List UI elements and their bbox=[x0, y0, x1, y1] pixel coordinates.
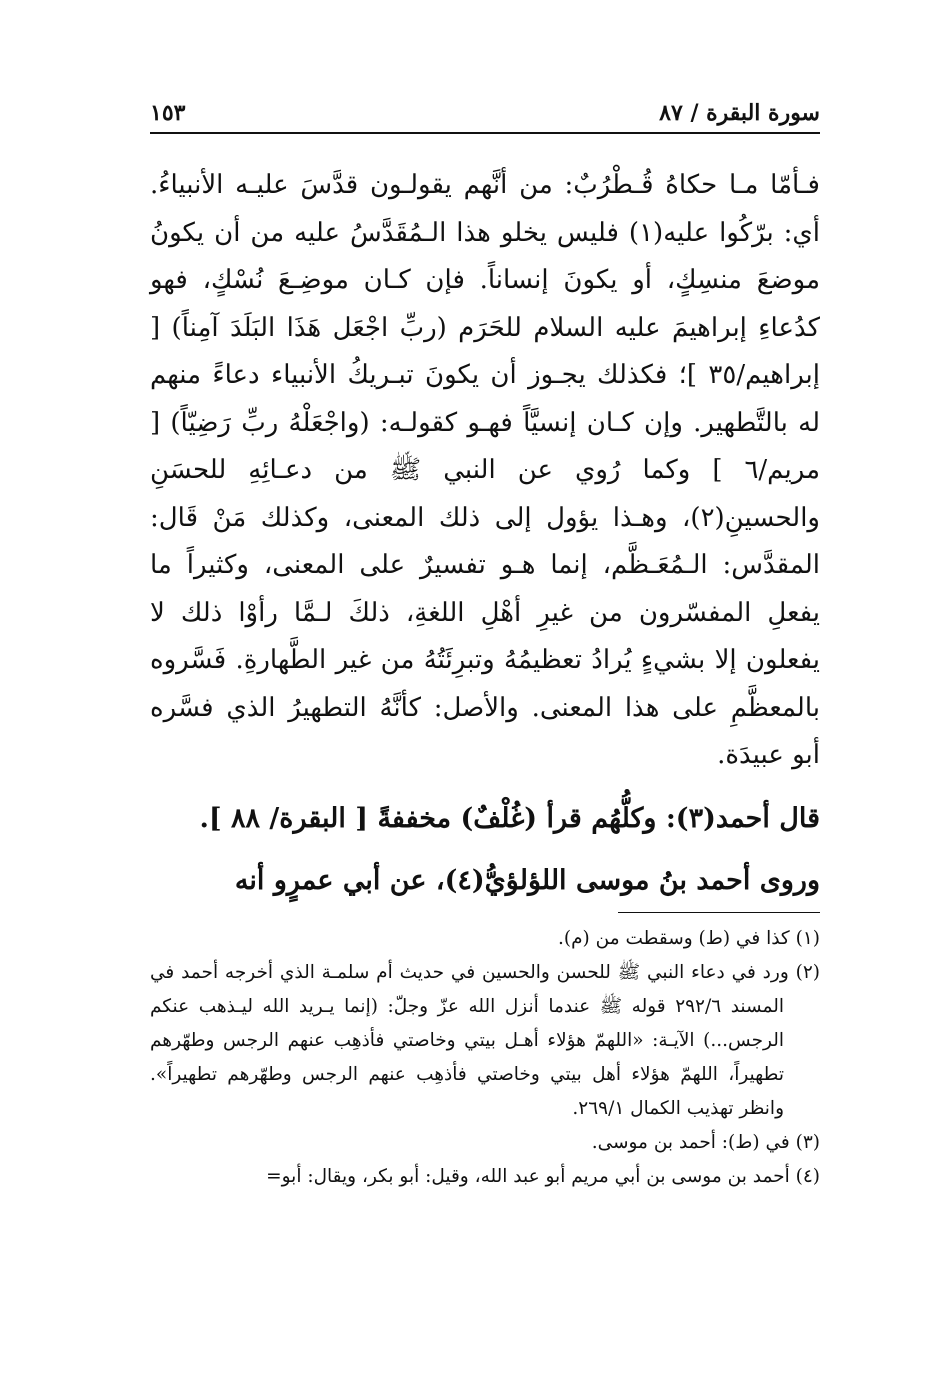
page-header bbox=[150, 92, 820, 134]
surah-reference: سورة البقرة / ٨٧ bbox=[659, 100, 820, 126]
footnote-4: (٤) أحمد بن موسى بن أبي مريم أبو عبد الله، وقيل: أبو بكر، ويقال: أبو= bbox=[266, 1166, 820, 1187]
footnote-3: (٣) في (ط): أحمد بن موسى. bbox=[591, 1132, 820, 1153]
footnotes bbox=[150, 922, 820, 1194]
footnote-1: (١) كذا في (ط) وسقطت من (م). bbox=[557, 928, 820, 949]
footnote-2: (٢) ورد في دعاء النبي ﷺ للحسن والحسين في حديث أم سلمـة الذي أخرجه أحمد في المسند ٢٩٢/٦ قوله ﷺ عندما أنزل الله عزّ وجلّ: (إنما يـريد الله ليـذهب عنكم الرجس...) الآيـة: «اللهمّ هؤلاء أهـل بيتي وخاصتي فأذهِب عنهم الرجس وطهّرهم تطهيراً، اللهمّ هؤلاء أهل بيتي وخاصتي فأذهِب عنهم الرجس وطهّرهم تطهيراً». وانظر تهذيب الكمال ٢٦٩/١. bbox=[150, 962, 820, 1119]
main-paragraph: فـأمّا مـا حكاهُ قُـطْرُبٌ: من أنَّهم يقولـون قدَّسَ عليـه الأنبياءُ. أي: برّكُوا عليه(١) فليس يخلو هذا الـمُقَدَّسُ عليه من أن يكونُ موضعَ منسِكٍ، أو يكونَ إنساناً. فإن كـان موضِـعَ نُسْكٍ، فهو كدُعاءِ إبراهيمَ عليه السلام للحَرَم (ربِّ اجْعَل هَذَا البَلَدَ آمِناً) [ إبراهيم/٣٥ ]؛ فكذلك يجـوز أن يكونَ تبـريكُ الأنبياء دعاءً منهم له بالتَّطهير. وإن كـان إنسيَّاً فهـو كقولـه: (واجْعَلْهُ ربِّ رَضِيّاً) [ مريم/٦ ] وكما رُوي عن النبي ﷺ من دعـائِهِ للحسَنِ والحسينِ(٢)، وهـذا يؤول إلى ذلك المعنى، وكذلك مَنْ قَال: المقدَّس: الـمُعَـظَّم، إنما هـو تفسيرٌ على المعنى، وكثيراً ما يفعلِ المفسّرون من غيرِ أهْلِ اللغةِ، ذلكَ لـمَّا رأوْا ذلك لا يفعلون إلا بشيءٍ يُرادُ تعظيمُهُ وتبرِئَتُهُ من غير الطَّهارةِ. فَسَّروه بالمعظَّمِ على هذا المعنى. والأصل: كأنَّهُ التطهيرُ الذي فسَّره أبو عبيدَة. bbox=[150, 170, 821, 770]
main-text bbox=[150, 162, 820, 780]
bold-line-1: قال أحمد(٣): وكلُّهُم قرأ (غُلْفٌ) مخففةً [ البقرة/ ٨٨ ]. bbox=[199, 803, 820, 834]
footnote-separator bbox=[618, 912, 820, 913]
bold-text-block bbox=[150, 788, 820, 912]
page-number: ١٥٣ bbox=[150, 100, 186, 126]
bold-line-2: وروى أحمد بنُ موسى اللؤلؤيُّ(٤)، عن أبي عمرٍو أنه bbox=[234, 865, 820, 896]
